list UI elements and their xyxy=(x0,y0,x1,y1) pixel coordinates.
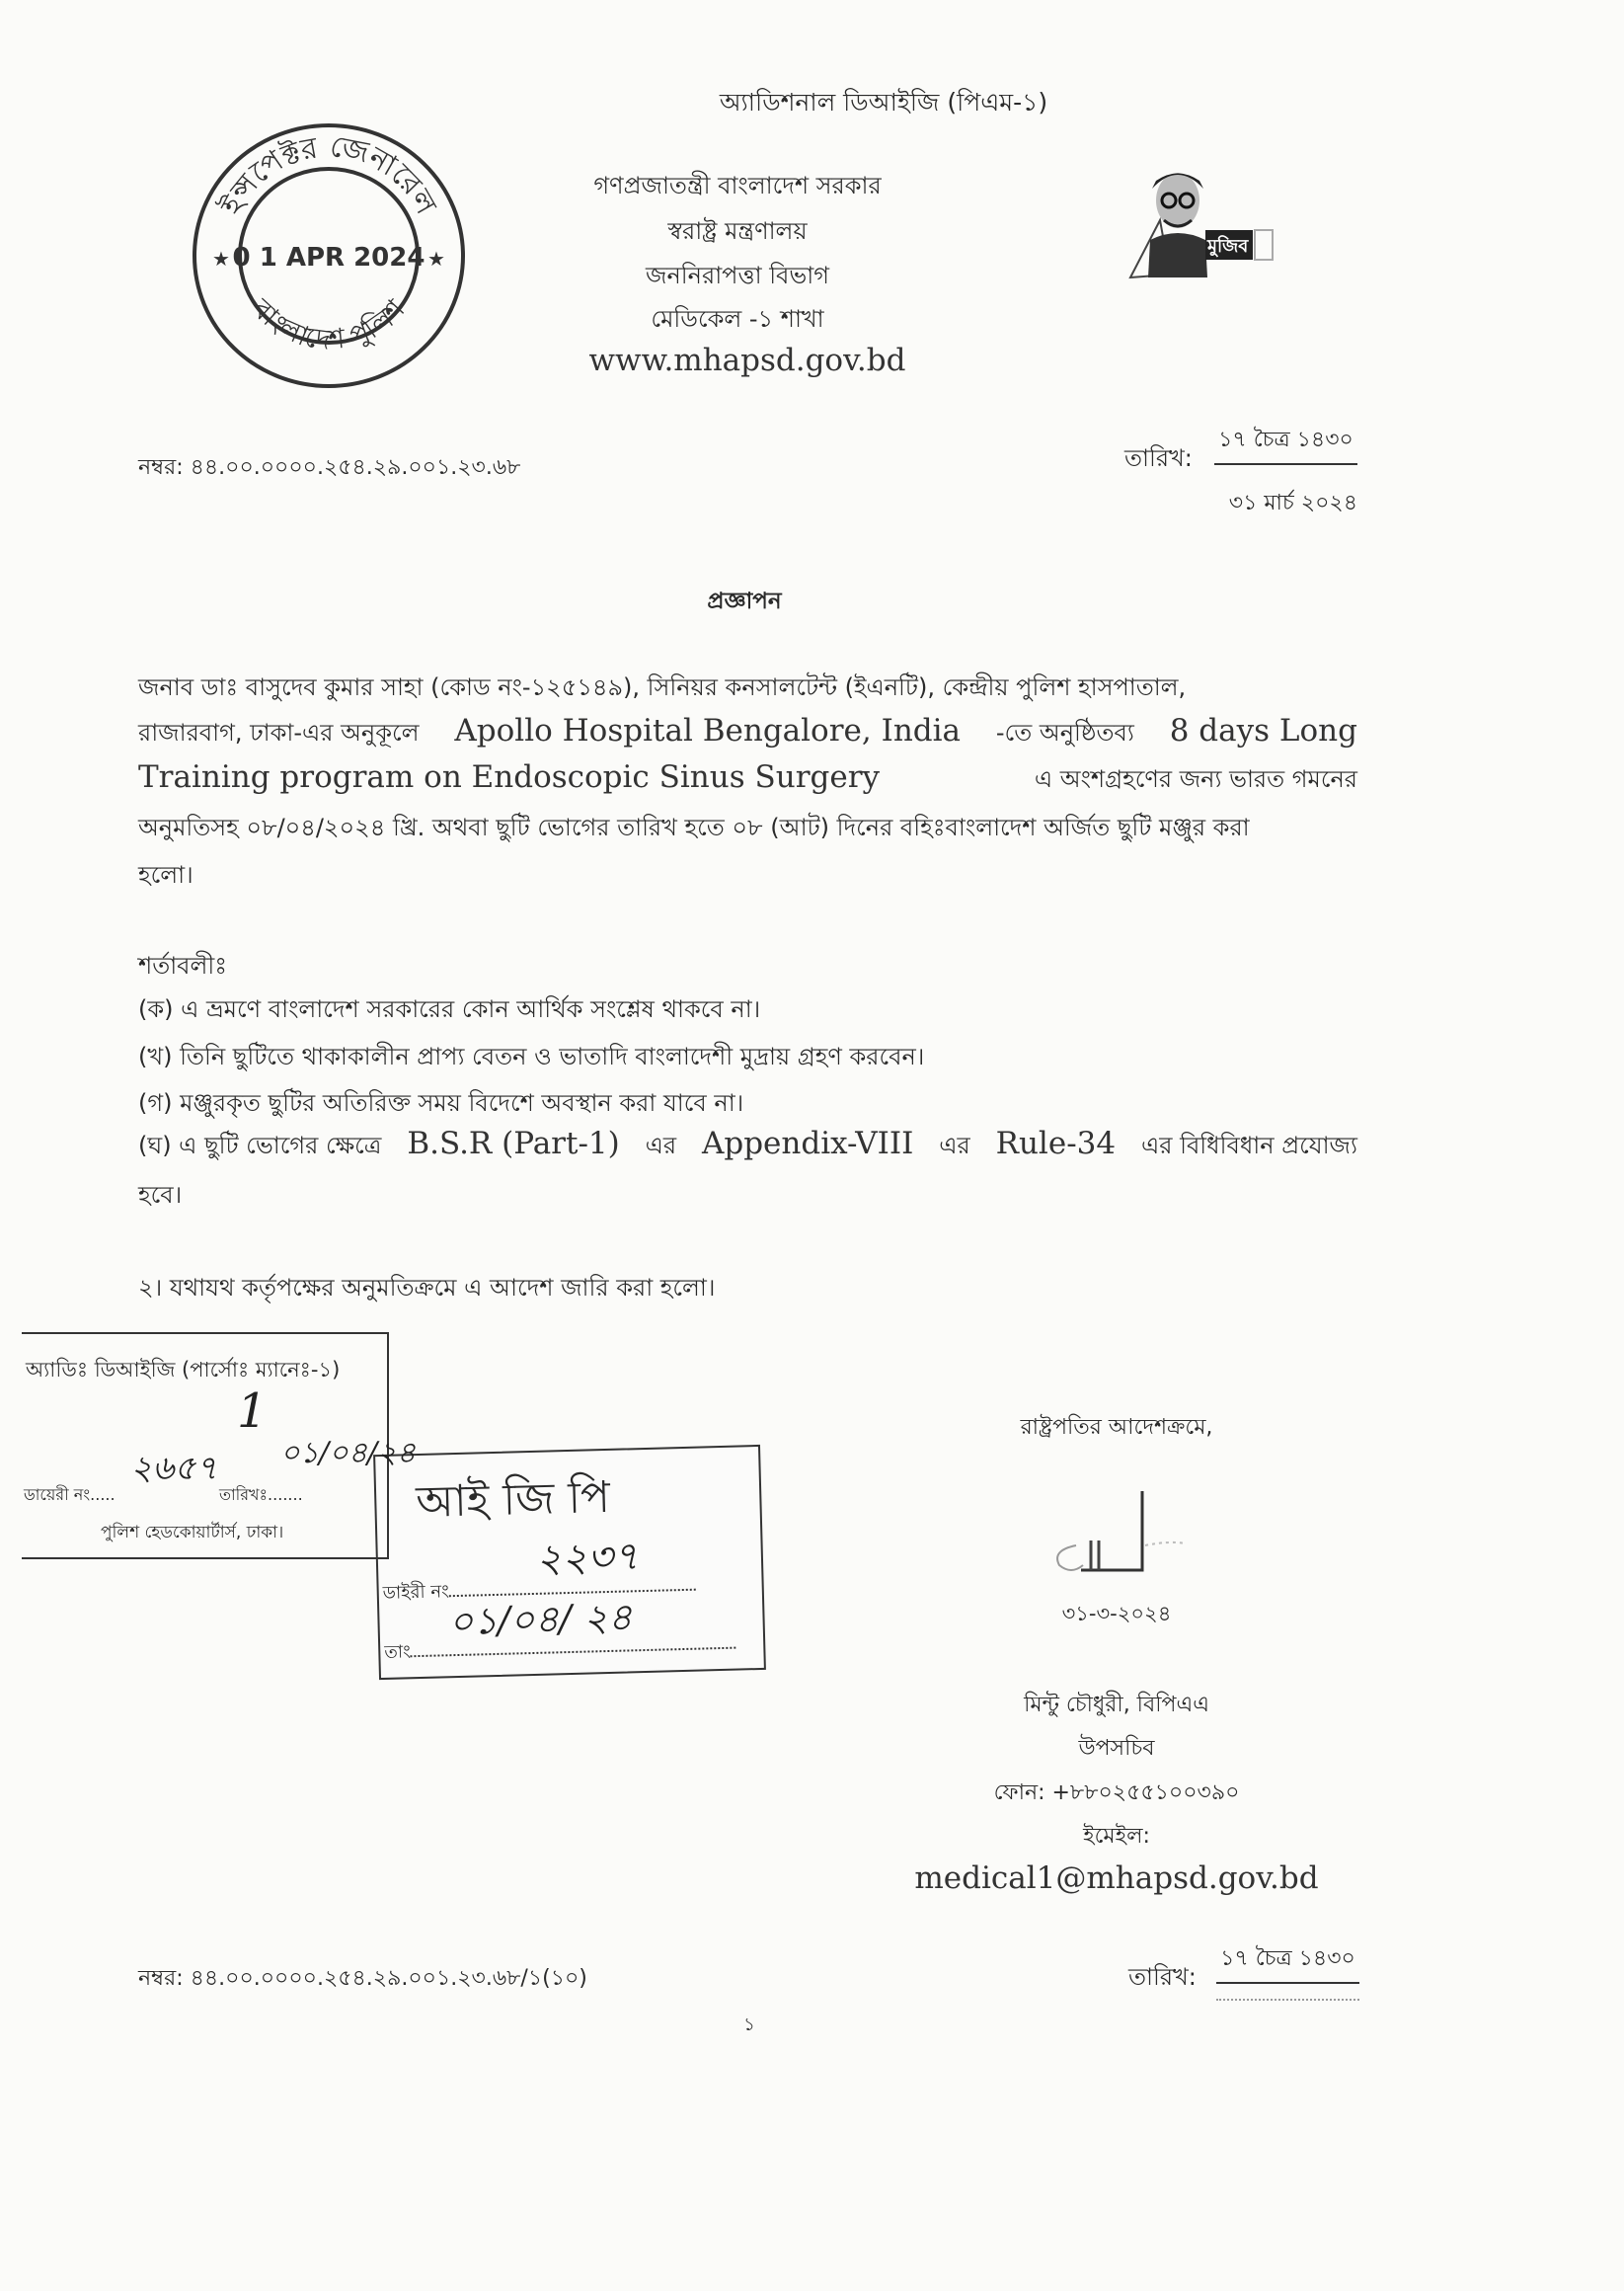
condition-text: (খ) তিনি ছুটিতে থাকাকালীন প্রাপ্য বেতন ও ভাতাদি বাংলাদেশী মুদ্রায় গ্রহণ করবেন। xyxy=(138,1043,925,1070)
body-text: হলো। xyxy=(138,861,193,889)
condition-text: এর xyxy=(939,1132,970,1159)
signatory-name: মিন্টু চৌধুরী, বিপিএএ xyxy=(1024,1693,1209,1717)
condition-item xyxy=(138,1085,1357,1125)
program-duration: 8 days Long xyxy=(1169,713,1357,749)
signed-date: ৩১-৩-২০২৪ xyxy=(1061,1602,1172,1625)
condition-text: এর বিধিবিধান প্রযোজ্য xyxy=(1141,1132,1357,1159)
handwritten-mark: 1 xyxy=(237,1383,268,1439)
svg-text:বাংলাদেশ পুলিশ xyxy=(245,291,412,356)
logo-text: মুজিব xyxy=(1207,236,1249,257)
rule-ref: Appendix-VIII xyxy=(701,1126,914,1161)
round-seal-stamp xyxy=(191,118,467,394)
body-line-3 xyxy=(138,759,1357,801)
condition-text: (ক) এ ভ্রমণে বাংলাদেশ সরকারের কোন আর্থিক সংশ্লেষ থাকবে না। xyxy=(138,995,761,1023)
body-text: -তে অনুষ্ঠিতব্য xyxy=(995,719,1134,747)
seal-bottom-text: বাংলাদেশ পুলিশ xyxy=(245,292,412,356)
stamp-title: আই জি পি xyxy=(415,1471,611,1529)
copy-date-label: তারিখ: xyxy=(1128,1963,1197,1991)
para-text: ২। যথাযথ কর্তৃপক্ষের অনুমতিক্রমে এ আদেশ জারি করা হলো। xyxy=(138,1274,716,1302)
body-line-4 xyxy=(138,810,1357,849)
copy-memo-number: নম্বর: ৪৪.০০.০০০০.২৫৪.২৯.০০১.২৩.৬৮/১(১০) xyxy=(138,1966,587,1991)
handwritten-diary-number: ২২৩৭ xyxy=(535,1534,640,1582)
svg-text:ইন্সপেক্টর জেনারেল xyxy=(214,129,444,221)
division-line: জননিরাপত্তা বিভাগ xyxy=(646,262,829,289)
diary-label: ডায়েরী নং..... xyxy=(24,1485,116,1504)
copy-date-bangla: ১৭ চৈত্র ১৪৩০ xyxy=(1216,1941,1359,1984)
condition-item-cont xyxy=(138,1177,1357,1217)
page-number: ১ xyxy=(743,2014,755,2035)
rule-ref: B.S.R (Part-1) xyxy=(407,1126,620,1161)
date-label: তাং xyxy=(384,1641,412,1663)
body-text: এ অংশগ্রহণের জন্য ভারত গমনের xyxy=(1034,765,1357,793)
program-name: Training program on Endoscopic Sinus Surgery xyxy=(138,759,881,795)
seal-top-text: ইন্সপেক্টর জেনারেল xyxy=(213,128,443,221)
body-line-2 xyxy=(138,713,1357,754)
date-label: তারিখ: xyxy=(1124,444,1193,472)
diary-label: ডাইরী নং xyxy=(382,1581,450,1604)
seal-date: 0 1 APR 2024 xyxy=(232,243,425,273)
star-icon: ★ xyxy=(212,247,230,271)
paragraph-2 xyxy=(138,1270,1357,1309)
condition-item xyxy=(138,1039,1357,1078)
stamp-title: অ্যাডিঃ ডিআইজি (পার্সোঃ ম্যানেঃ-১) xyxy=(26,1358,341,1382)
received-stamp-adig xyxy=(22,1332,417,1559)
condition-text: (গ) মঞ্জুরকৃত ছুটির অতিরিক্ত সময় বিদেশে অবস্থান করা যাবে না। xyxy=(138,1089,744,1117)
ministry-line: স্বরাষ্ট্র মন্ত্রণালয় xyxy=(667,217,808,245)
condition-item xyxy=(138,991,1357,1031)
signatory-phone: ফোন: +৮৮০২৫৫১০০৩৯০ xyxy=(993,1780,1240,1805)
branch-line: মেডিকেল -১ শাখা xyxy=(651,305,824,333)
handwritten-date: ০১/০৪/ ২৪ xyxy=(447,1595,633,1644)
stamp-footer: পুলিশ হেডকোয়ার্টার্স, ঢাকা। xyxy=(101,1523,284,1542)
govt-line: গণপ্রজাতন্ত্রী বাংলাদেশ সরকার xyxy=(593,172,882,199)
condition-text: হবে। xyxy=(138,1181,183,1209)
heading-text: শর্তাবলীঃ xyxy=(138,952,228,980)
cut-off-date xyxy=(1216,1999,1359,2007)
memo-number: নম্বর: ৪৪.০০.০০০০.২৫৪.২৯.০০১.২৩.৬৮ xyxy=(138,455,521,480)
rule-ref: Rule-34 xyxy=(995,1126,1117,1161)
condition-text: এর xyxy=(645,1132,677,1159)
signatory-email: medical1@mhapsd.gov.bd xyxy=(914,1860,1319,1896)
document-title: প্রজ্ঞাপন xyxy=(707,589,782,614)
handwritten-diary-number: ২৬৫৭ xyxy=(130,1449,218,1488)
date-bangla: ১৭ চৈত্র ১৪৩০ xyxy=(1214,423,1357,465)
email-label: ইমেইল: xyxy=(1083,1824,1150,1849)
condition-item xyxy=(138,1126,1357,1167)
body-text: জনাব ডাঃ বাসুদেব কুমার সাহা (কোড নং-১২৫১৪৯), সিনিয়র কনসালটেন্ট (ইএনটি), কেন্দ্রীয় পুলিশ হাসপাতাল, xyxy=(138,673,1187,701)
body-text: রাজারবাগ, ঢাকা-এর অনুকূলে xyxy=(138,719,420,747)
body-line-1 xyxy=(138,670,1357,709)
condition-text: (ঘ) এ ছুটি ভোগের ক্ষেত্রে xyxy=(138,1132,382,1159)
body-text: অনুমতিসহ ০৮/০৪/২০২৪ খ্রি. অথবা ছুটি ভোগের তারিখ হতে ০৮ (আট) দিনের বহিঃবাংলাদেশ অর্জিত ছুটি মঞ্জুর করা xyxy=(138,814,1250,841)
office-tag: অ্যাডিশনাল ডিআইজি (পিএম-১) xyxy=(719,88,1048,117)
website: www.mhapsd.gov.bd xyxy=(588,343,906,378)
mujib-portrait-logo xyxy=(1121,161,1298,279)
date-gregorian: ৩১ মার্চ ২০২৪ xyxy=(1228,491,1357,515)
received-stamp-igp xyxy=(373,1445,766,1680)
handwritten-date: ০১/০৪/২৪ xyxy=(280,1436,417,1470)
hospital-name: Apollo Hospital Bengalore, India xyxy=(454,713,962,749)
star-icon: ★ xyxy=(427,247,445,271)
body-line-5 xyxy=(138,857,1357,897)
conditions-heading xyxy=(138,948,1357,988)
date-label: তারিখঃ....... xyxy=(219,1485,303,1504)
signatory-designation: উপসচিব xyxy=(1078,1736,1155,1761)
signature xyxy=(1022,1486,1199,1585)
order-line: রাষ্ট্রপতির আদেশক্রমে, xyxy=(1020,1415,1213,1440)
